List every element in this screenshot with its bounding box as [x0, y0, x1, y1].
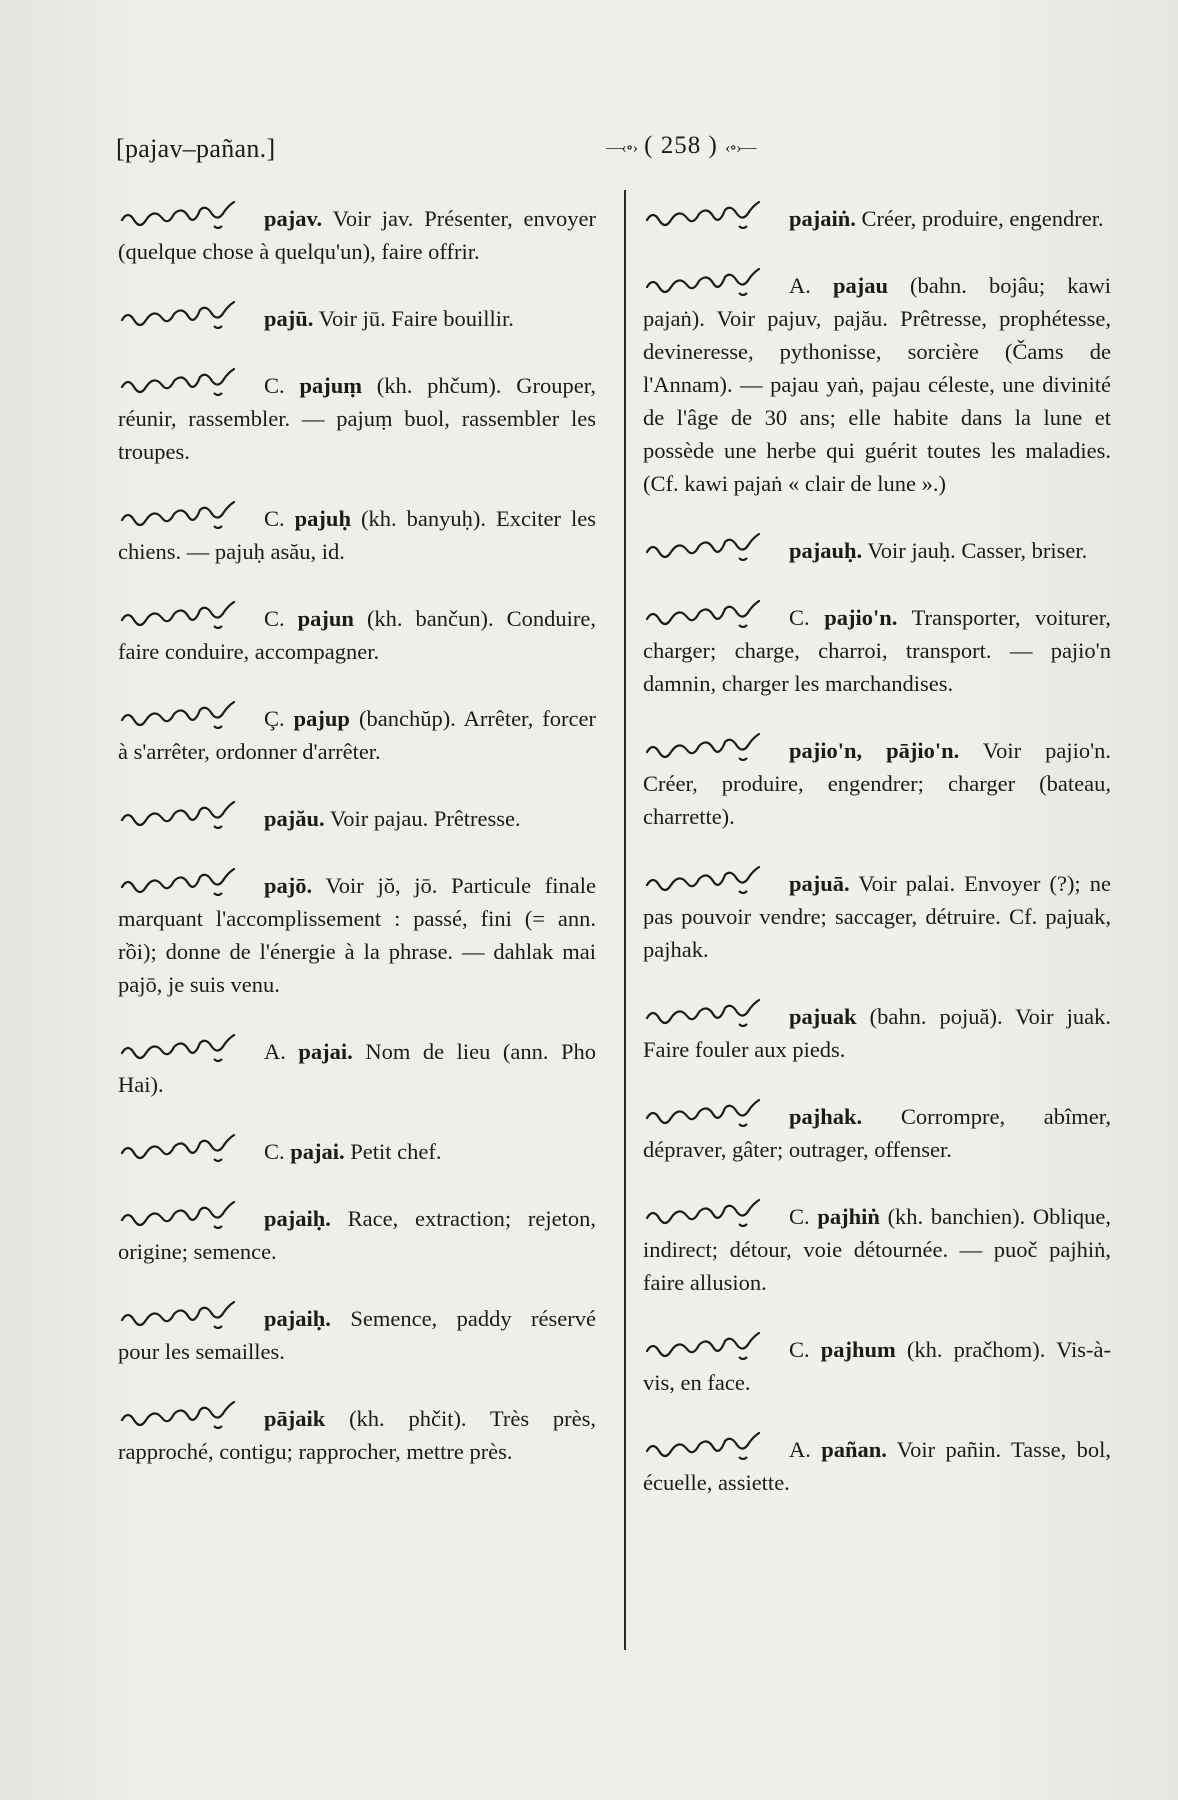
entry-headword: pajuḥ [294, 506, 351, 531]
cham-script-glyph [118, 1396, 258, 1434]
dictionary-entry [118, 1196, 596, 1268]
dictionary-entry [118, 363, 596, 468]
entry-definition: Semence, paddy réservé pour les semailles. [118, 1306, 596, 1364]
dictionary-entry [118, 196, 596, 268]
cham-script-glyph [643, 1327, 783, 1365]
running-head [116, 128, 1106, 172]
cham-script-glyph [643, 528, 783, 566]
dictionary-entry [118, 1129, 596, 1168]
entry-headword: pajuṃ [299, 373, 362, 398]
cham-script-glyph [643, 595, 783, 633]
cham-script-glyph [118, 363, 258, 401]
entry-definition: Race, extraction; rejeton, origine; semence. [118, 1206, 596, 1264]
entry-headword: pajav. [264, 206, 323, 231]
entry-definition: (bahn. pojuă). Voir juak. Faire fouler aux pieds. [643, 1004, 1111, 1062]
cham-script-glyph [118, 863, 258, 901]
cham-script-glyph [643, 728, 783, 766]
ornament-left: —‹∘› [606, 139, 637, 157]
entry-headword: pajio'n, pājio'n. [789, 738, 960, 763]
dictionary-entry [643, 1094, 1111, 1166]
dictionary-entry [118, 596, 596, 668]
cham-script-glyph [118, 696, 258, 734]
dictionary-entry [643, 263, 1111, 500]
entry-headword: pajū. [264, 306, 314, 331]
entry-definition: Petit chef. [350, 1139, 442, 1164]
entry-headword: pajuak [789, 1004, 857, 1029]
entry-dialect-prefix: C. [264, 506, 295, 531]
entry-headword: pājaik [264, 1406, 326, 1431]
entry-headword: pajup [293, 706, 350, 731]
cham-script-glyph [643, 1094, 783, 1132]
dictionary-entry [643, 1427, 1111, 1499]
cham-script-glyph [118, 596, 258, 634]
dictionary-entry [118, 796, 596, 835]
entry-dialect-prefix: Ç. [264, 706, 294, 731]
dictionary-entry [118, 1029, 596, 1101]
entry-definition: Voir jav. Présenter, envoyer (quelque chose à quelqu'un), faire offrir. [118, 206, 596, 264]
entry-definition: Voir pajau. Prêtresse. [329, 806, 521, 831]
cham-script-glyph [643, 1194, 783, 1232]
cham-script-glyph [643, 1427, 783, 1465]
entry-headword: pajaiṅ. [789, 206, 856, 231]
entry-dialect-prefix: A. [789, 1437, 822, 1462]
dictionary-entry [643, 1327, 1111, 1399]
cham-script-glyph [643, 263, 783, 301]
entry-dialect-prefix: C. [264, 373, 300, 398]
entry-definition: Nom de lieu (ann. Pho Hai). [118, 1039, 597, 1097]
entry-definition: (kh. pračhom). Vis-à-vis, en face. [643, 1337, 1111, 1395]
cham-script-glyph [118, 296, 258, 334]
cham-script-glyph [118, 496, 258, 534]
cham-script-glyph [643, 994, 783, 1032]
dictionary-entry [643, 1194, 1111, 1299]
dictionary-entry [118, 696, 596, 768]
cham-script-glyph [643, 861, 783, 899]
entry-headword: pajhak. [789, 1104, 863, 1129]
cham-script-glyph [118, 796, 258, 834]
dictionary-entry [643, 994, 1111, 1066]
entry-definition: (kh. phčum). Grouper, réunir, rassembler. — pajuṃ buol, rassembler les troupes. [118, 373, 597, 464]
left-column [118, 196, 596, 1496]
dictionary-entry [118, 296, 596, 335]
entry-definition: (banchŭp). Arrêter, forcer à s'arrêter, ordonner d'arrêter. [118, 706, 596, 764]
entry-headword: pajuā. [789, 871, 850, 896]
entry-dialect-prefix: C. [789, 1337, 821, 1362]
entry-headword: pajauḥ. [789, 538, 863, 563]
entry-headword: pañan. [821, 1437, 887, 1462]
entry-definition: (kh. banyuḥ). Exciter les chiens. — pajuḥ asău, id. [118, 506, 597, 564]
entry-definition: Corrompre, abîmer, dépraver, gâter; outrager, offenser. [643, 1104, 1111, 1162]
entry-definition: Voir jauḥ. Casser, briser. [867, 538, 1088, 563]
cham-script-glyph [118, 1296, 258, 1334]
dictionary-entry [118, 496, 596, 568]
entry-definition: (bahn. bojâu; kawi pajaṅ). Voir pajuv, pajău. Prêtresse, prophétesse, devineresse, pythonisse, sorcière (Čams de l'Annam). — pajau yaṅ, pajau céleste, une divinité de l'âge de 30 ans; elle habite dans la lune et possède une herbe qui guérit toutes les maladies. (Cf. kawi pajaṅ « clair de lune ».) [643, 273, 1111, 496]
column-divider [624, 190, 626, 1650]
entry-definition: (kh. bančun). Conduire, faire conduire, accompagner. [118, 606, 597, 664]
entry-headword: pajai. [298, 1039, 353, 1064]
entry-headword: pajău. [264, 806, 325, 831]
entry-definition: Voir jū. Faire bouillir. [318, 306, 514, 331]
entry-headword: pajio'n. [824, 605, 898, 630]
entry-headword: pajai. [290, 1139, 345, 1164]
entry-dialect-prefix: C. [789, 1204, 818, 1229]
cham-script-glyph [118, 1029, 258, 1067]
entry-definition: (kh. phčit). Très près, rapproché, contigu; rapprocher, mettre près. [118, 1406, 596, 1464]
dictionary-entry [643, 528, 1111, 567]
dictionary-entry [118, 1396, 596, 1468]
entry-dialect-prefix: C. [264, 1139, 291, 1164]
cham-script-glyph [118, 196, 258, 234]
entry-headword: pajun [297, 606, 354, 631]
cham-script-glyph [643, 196, 783, 234]
entry-headword: pajō. [264, 873, 313, 898]
entry-definition: Voir jŏ, jō. Particule finale marquant l'accomplissement : passé, fini (= ann. rồi); donne de l'énergie à la phrase. — dahlak mai pajō, je suis venu. [118, 873, 596, 997]
entry-headword: pajaiḥ. [264, 1306, 331, 1331]
entry-dialect-prefix: A. [789, 273, 833, 298]
entry-definition: Créer, produire, engendrer. [861, 206, 1104, 231]
dictionary-entry [643, 728, 1111, 833]
page-number [516, 132, 846, 160]
entry-headword: pajhum [820, 1337, 896, 1362]
entry-definition: Voir palai. Envoyer (?); ne pas pouvoir vendre; saccager, détruire. Cf. pajuak, pajhak. [643, 871, 1111, 962]
dictionary-entry [118, 1296, 596, 1368]
entry-dialect-prefix: C. [789, 605, 825, 630]
entry-headword: pajau [832, 273, 888, 298]
dictionary-entry [643, 595, 1111, 700]
dictionary-entry [643, 196, 1111, 235]
cham-script-glyph [118, 1129, 258, 1167]
entry-definition: Voir pañin. Tasse, bol, écuelle, assiette. [643, 1437, 1111, 1495]
entry-dialect-prefix: C. [264, 606, 298, 631]
entry-headword: pajaiḥ. [264, 1206, 331, 1231]
entry-dialect-prefix: A. [264, 1039, 299, 1064]
entry-definition: Voir pajio'n. Créer, produire, engendrer; charger (bateau, charrette). [643, 738, 1112, 829]
page-number-text: ( 258 ) [644, 132, 718, 159]
cham-script-glyph [118, 1196, 258, 1234]
entry-headword: pajhiṅ [817, 1204, 880, 1229]
dictionary-entry [118, 863, 596, 1001]
section-range: [pajav–pañan.] [116, 134, 276, 163]
right-column [643, 196, 1111, 1527]
entry-definition: Transporter, voiturer, charger; charge, charroi, transport. — pajio'n damnin, charger les marchandises. [643, 605, 1112, 696]
ornament-right: ‹∘›— [725, 139, 756, 157]
dictionary-entry [643, 861, 1111, 966]
entry-definition: (kh. banchien). Oblique, indirect; détour, voie détournée. — puoč pajhiṅ, faire allusion. [643, 1204, 1111, 1295]
